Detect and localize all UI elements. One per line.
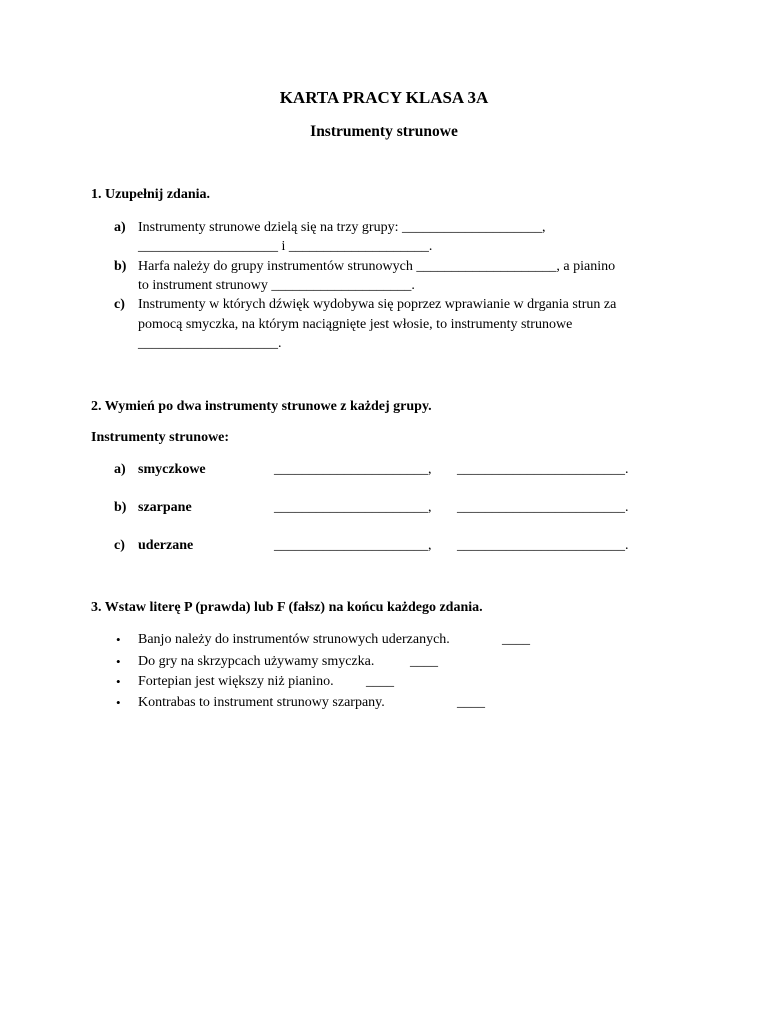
- statement-4-text: Kontrabas to instrument strunowy szarpany.: [138, 695, 385, 710]
- section3-heading: 3. Wstaw literę P (prawda) lub F (fałsz) na końcu każdego zdania.: [91, 600, 483, 615]
- section2-item-b-label: szarpane: [138, 500, 192, 515]
- section1-item-a-line1: Instrumenty strunowe dzielą się na trzy grupy: ____________________,: [138, 220, 546, 235]
- section1-item-b-line1: Harfa należy do grupy instrumentów strunowych ____________________, a pianino: [138, 259, 616, 274]
- statement-3-text: Fortepian jest większy niż pianino.: [138, 674, 334, 689]
- bullet-4: •: [116, 695, 121, 710]
- section1-item-c-line1: Instrumenty w których dźwięk wydobywa się poprzez wprawianie w drgania strun za: [138, 297, 617, 312]
- bullet-2: •: [116, 654, 121, 669]
- section2-item-b-blank1: ______________________,: [274, 500, 432, 515]
- section2-item-a-marker: a): [114, 462, 126, 477]
- statement-1-text: Banjo należy do instrumentów strunowych uderzanych.: [138, 632, 450, 647]
- statement-2-blank: ____: [410, 654, 438, 669]
- section2-item-a-blank1: ______________________,: [274, 462, 432, 477]
- section1-item-b-line2: to instrument strunowy ____________________.: [138, 278, 415, 293]
- page-subtitle: Instrumenty strunowe: [310, 123, 458, 140]
- section1-item-b-marker: b): [114, 259, 127, 274]
- section2-item-c-blank1: ______________________,: [274, 538, 432, 553]
- section2-item-a-label: smyczkowe: [138, 462, 206, 477]
- section1-item-c-marker: c): [114, 297, 125, 312]
- section2-heading: 2. Wymień po dwa instrumenty strunowe z każdej grupy.: [91, 399, 432, 414]
- section2-item-a-blank2: ________________________.: [457, 462, 629, 477]
- section1-heading: 1. Uzupełnij zdania.: [91, 187, 211, 202]
- section1-item-c-line2: pomocą smyczka, na którym naciągnięte jest włosie, to instrumenty strunowe: [138, 317, 573, 332]
- section2-item-c-blank2: ________________________.: [457, 538, 629, 553]
- section1-item-a-marker: a): [114, 220, 126, 235]
- section1-item-c-line3: ____________________.: [138, 336, 282, 351]
- section2-item-c-marker: c): [114, 538, 125, 553]
- statement-1-blank: ____: [502, 632, 530, 647]
- section2-item-b-marker: b): [114, 500, 127, 515]
- bullet-3: •: [116, 674, 121, 689]
- section2-item-c-label: uderzane: [138, 538, 194, 553]
- bullet-1: •: [116, 632, 121, 647]
- section1-item-a-line2: ____________________ i ____________________.: [138, 239, 433, 254]
- statement-3-blank: ____: [366, 674, 394, 689]
- statement-2-text: Do gry na skrzypcach używamy smyczka.: [138, 654, 375, 669]
- section2-subheading: Instrumenty strunowe:: [91, 430, 230, 445]
- section2-item-b-blank2: ________________________.: [457, 500, 629, 515]
- statement-4-blank: ____: [457, 695, 485, 710]
- page-title: KARTA PRACY KLASA 3A: [279, 88, 489, 107]
